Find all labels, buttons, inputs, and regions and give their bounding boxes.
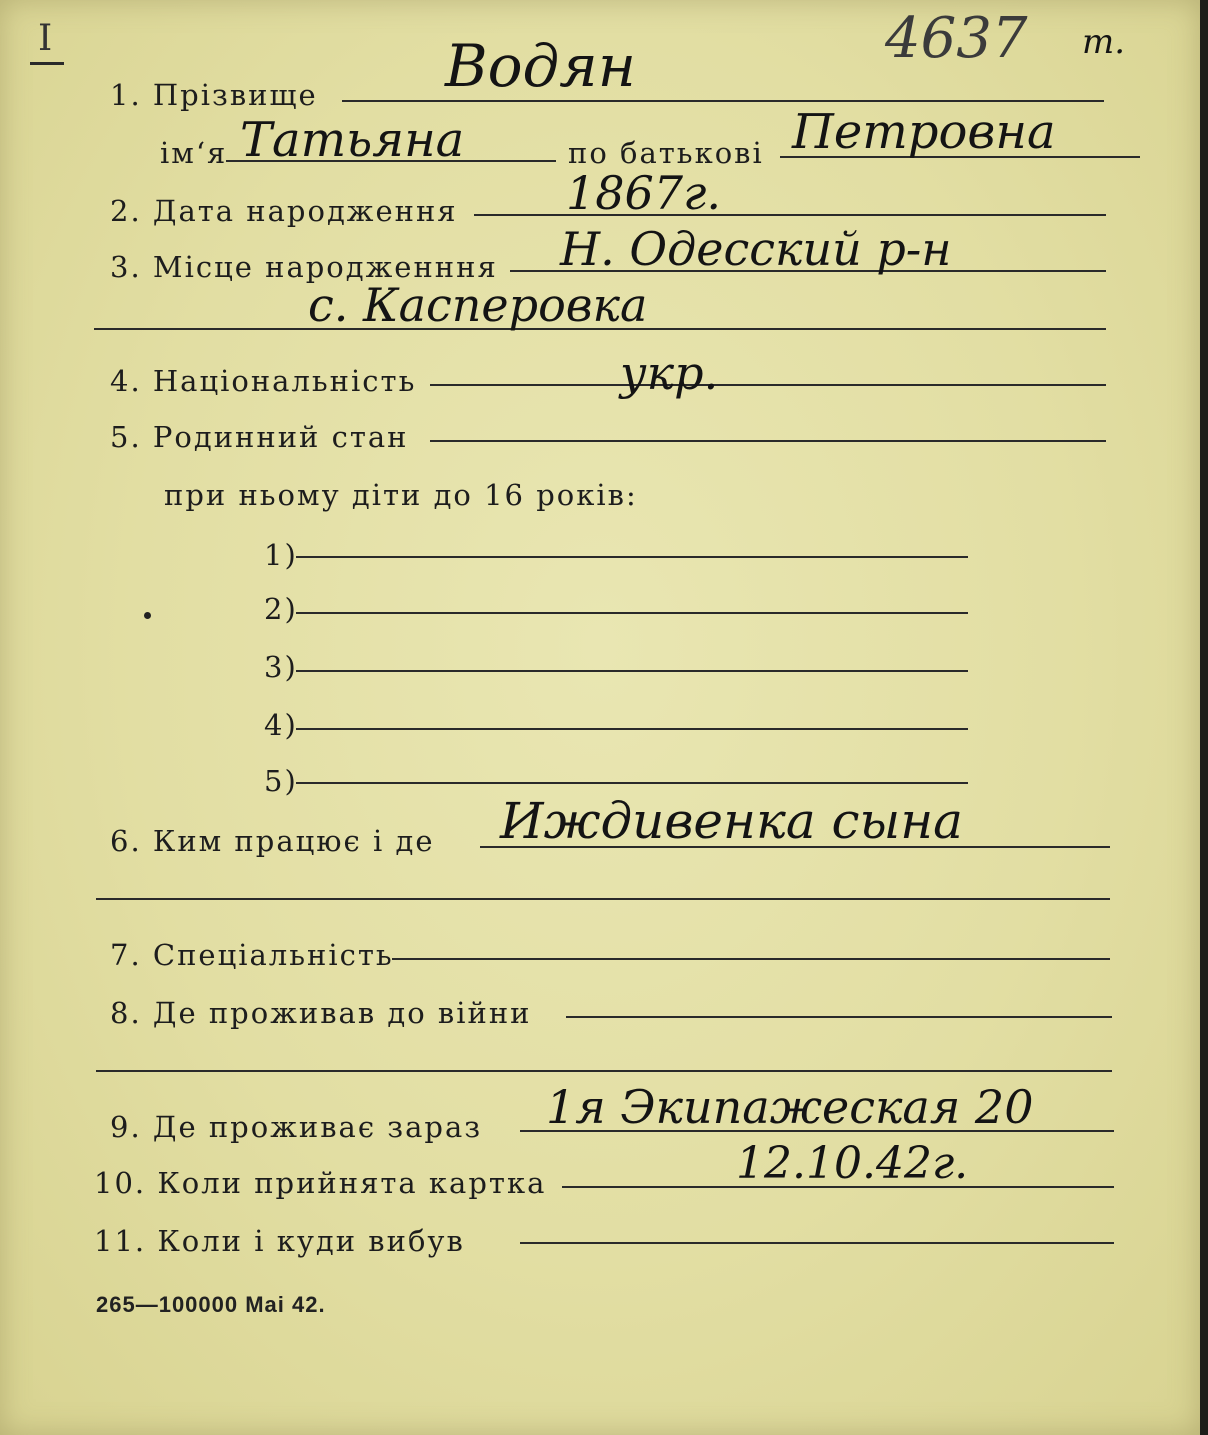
corner-underline bbox=[30, 62, 64, 65]
specialty-label: 7. Спеціальність bbox=[110, 938, 394, 972]
child-5-label: 5) bbox=[264, 764, 298, 798]
surname-value: Водян bbox=[445, 32, 636, 100]
child-3-label: 3) bbox=[264, 650, 298, 684]
child-1-label: 1) bbox=[264, 538, 298, 572]
prewar-residence-label: 8. Де проживав до війни bbox=[110, 996, 532, 1030]
birth-place-value: Н. Одесский р-н bbox=[560, 222, 952, 276]
card-accepted-label: 10. Коли прийнята картка bbox=[94, 1166, 547, 1200]
departure-label: 11. Коли і куди вибув bbox=[94, 1224, 465, 1258]
child-5-line bbox=[296, 782, 968, 784]
surname-label: 1. Прізвище bbox=[110, 78, 318, 112]
card-number: 4637 bbox=[885, 6, 1028, 71]
current-residence-value: 1я Экипажеская 20 bbox=[546, 1080, 1034, 1134]
child-1-line bbox=[296, 556, 968, 558]
birth-date-value: 1867г. bbox=[566, 166, 721, 220]
child-2-label: 2) bbox=[264, 592, 298, 626]
surname-line bbox=[342, 100, 1104, 102]
card-accepted-value: 12.10.42г. bbox=[736, 1138, 969, 1189]
patronymic-value: Петровна bbox=[792, 104, 1056, 160]
birth-date-label: 2. Дата народження bbox=[110, 194, 458, 228]
child-4-label: 4) bbox=[264, 708, 298, 742]
work-label: 6. Ким працює і де bbox=[110, 824, 435, 858]
print-code: 265—100000 Mai 42. bbox=[96, 1292, 326, 1317]
prewar-residence-line-2 bbox=[96, 1070, 1112, 1072]
patronymic-label: по батькові bbox=[568, 136, 764, 170]
child-2-line bbox=[296, 612, 968, 614]
prewar-residence-line bbox=[566, 1016, 1112, 1018]
first-name-label: ім‘я bbox=[160, 136, 228, 170]
first-name-value: Татьяна bbox=[240, 112, 465, 168]
specialty-line bbox=[392, 958, 1110, 960]
card-number-suffix: т. bbox=[1082, 22, 1126, 62]
nationality-label: 4. Національність bbox=[110, 364, 417, 398]
birth-place-value-2: с. Касперовка bbox=[308, 278, 648, 332]
corner-mark: I bbox=[38, 18, 53, 59]
child-3-line bbox=[296, 670, 968, 672]
margin-dot bbox=[144, 612, 151, 619]
current-residence-label: 9. Де проживає зараз bbox=[110, 1110, 483, 1144]
marital-status-line bbox=[430, 440, 1106, 442]
work-value: Иждивенка сына bbox=[500, 792, 963, 850]
birth-place-label: 3. Місце народженння bbox=[110, 250, 498, 284]
departure-line bbox=[520, 1242, 1114, 1244]
nationality-value: укр. bbox=[620, 346, 719, 400]
marital-status-label: 5. Родинний стан bbox=[110, 420, 409, 454]
children-header: при ньому діти до 16 років: bbox=[164, 478, 638, 512]
child-4-line bbox=[296, 728, 968, 730]
nationality-line bbox=[430, 384, 1106, 386]
work-line-2 bbox=[96, 898, 1110, 900]
